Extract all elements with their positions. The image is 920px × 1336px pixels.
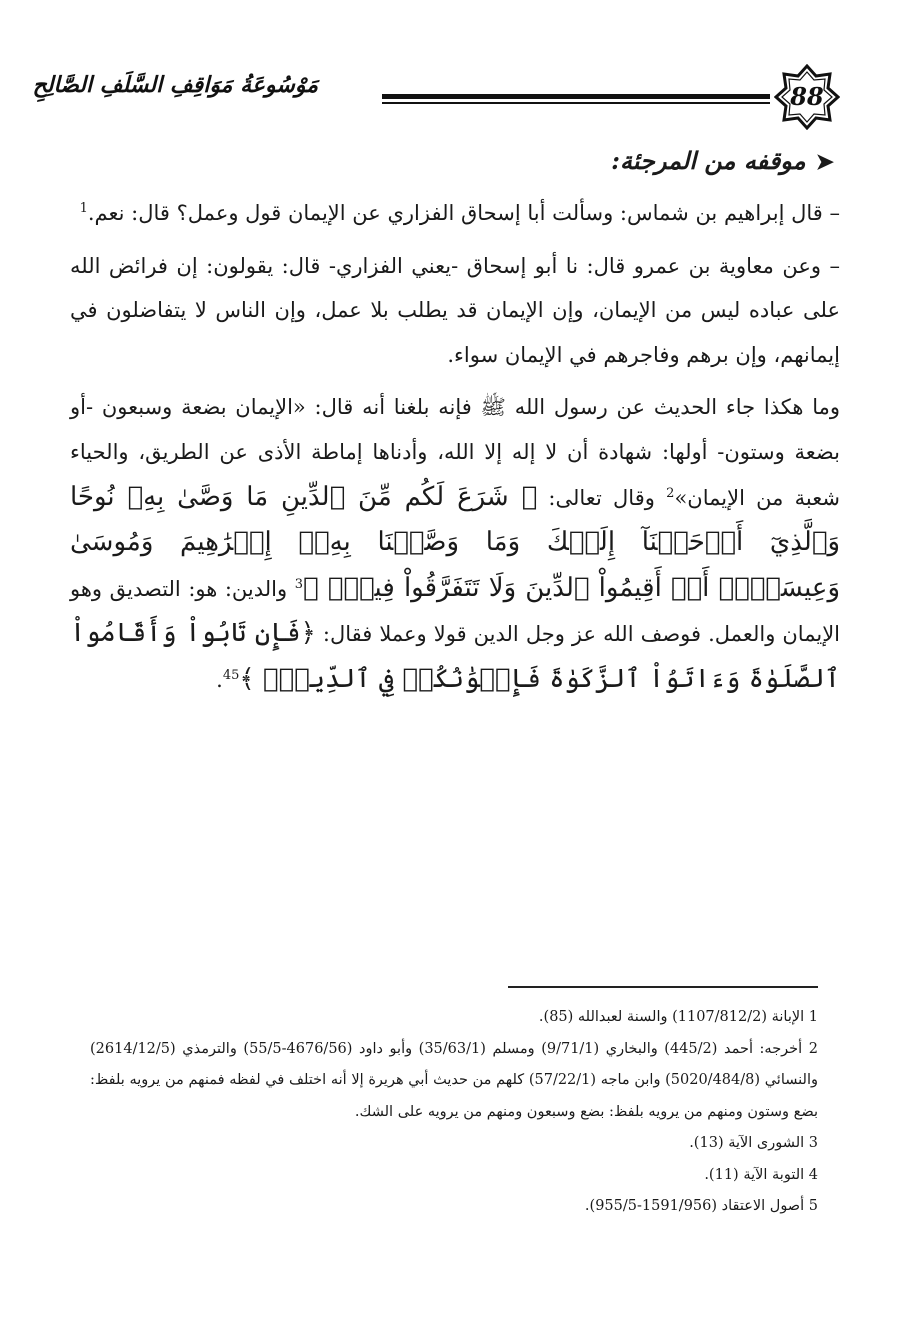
paragraph-2 bbox=[70, 244, 840, 378]
header-rule-thin bbox=[382, 102, 770, 104]
footnote-ref-4: 4 bbox=[222, 667, 232, 683]
paragraph-3-text-a: وما هكذا جاء الحديث عن رسول الله ﷺ فإنه بلغنا أنه قال: «الإيمان بضعة وسبعون -أو بضعة وستون- أولها: شهادة أن لا إله إلا الله، وأدناها إماطة الأذى عن الطريق، والحياء شعبة من الإيمان» bbox=[70, 395, 840, 510]
footnote-number: 1 bbox=[808, 1009, 818, 1025]
section-heading bbox=[70, 146, 834, 177]
footnote-ref-5: 5 bbox=[231, 667, 240, 683]
section-title: موقفه من المرجئة: bbox=[611, 146, 806, 175]
paragraph-3-end: . bbox=[216, 667, 223, 692]
footnote-4 bbox=[90, 1160, 818, 1192]
book-title: مَوْسُوعَةُ مَوَاقِفِ السَّلَفِ الصَّالِحِ bbox=[32, 72, 318, 98]
footnote-text: التوبة الآية (11). bbox=[704, 1166, 805, 1183]
page-number-badge bbox=[774, 64, 840, 130]
footnote-number: 2 bbox=[808, 1040, 818, 1057]
footnote-ref-1: 1 bbox=[79, 201, 88, 216]
quran-verse-tawba: ﴿فَإِن تَابُواْ وَأَقَامُواْ ٱلصَّلَوٰةَ وَءَاتَوُاْ ٱلزَّكَوٰةَ فَإِخۡوَٰنُكُمۡ فِي ٱلدِّينِۗ ﴾ bbox=[70, 618, 840, 694]
footnote-text: أصول الاعتقاد (1591/956-955/5). bbox=[584, 1198, 805, 1214]
footnote-3 bbox=[90, 1128, 818, 1160]
paragraph-3-text-b: وقال تعالى: bbox=[537, 485, 667, 510]
paragraph-1 bbox=[70, 191, 840, 236]
quran-verse-shura: ﴿ شَرَعَ لَكُم مِّنَ ٱلدِّينِ مَا وَصَّىٰ بِهِۦ نُوحًا وَٱلَّذِيٓ أَوۡحَيۡنَآ إِلَيۡكَ وَمَا وَصَّيۡنَا بِهِۦٓ إِبۡرَٰهِيمَ وَمُوسَىٰ وَعِيسَىٰٓۖ أَنۡ أَقِيمُواْ ٱلدِّينَ وَلَا تَتَفَرَّقُواْ فِيهِۚ ﴾ bbox=[70, 481, 841, 603]
footnote-text: الإبانة (1107/812/2) والسنة لعبدالله (85). bbox=[538, 1009, 805, 1025]
footnote-number: 5 bbox=[808, 1198, 818, 1214]
paragraph-3-text-c: والدين: هو: التصديق وهو الإيمان والعمل. فوصف الله عز وجل الدين قولا وعملا فقال: bbox=[70, 576, 841, 647]
footnote-number: 4 bbox=[808, 1166, 818, 1183]
paragraph-3 bbox=[70, 385, 840, 702]
main-text bbox=[70, 146, 840, 703]
paragraph-2-text: – وعن معاوية بن عمرو قال: نا أبو إسحاق -يعني الفزاري- قال: يقولون: إن فرائض الله على عباده ليس من الإيمان، وإن الإيمان قد يطلب بلا عمل، وإن الناس لا يتفاضلون في إيمانهم، وإن برهم وفاجرهم في الإيمان سواء. bbox=[70, 253, 840, 367]
page-header bbox=[32, 64, 840, 128]
header-rule-thick bbox=[382, 94, 770, 99]
footnote-number: 3 bbox=[808, 1135, 818, 1151]
footnote-5 bbox=[90, 1191, 818, 1223]
footnote-text: أخرجه: أحمد (445/2) والبخاري (9/71/1) ومسلم (35/63/1) وأبو داود (4676/56-55/5) والترمذي (2614/12/5) والنسائي (5020/484/8) وابن ماجه (57/22/1) كلهم من حديث أبي هريرة إلا أنه اختلف في لفظه فمنهم من يرويه بلفظ: بضع وستون ومنهم من يرويه بلفظ: بضع وسبعون ومنهم من يرويه على الشك. bbox=[90, 1040, 818, 1120]
footnotes bbox=[90, 1002, 818, 1223]
footnote-ref-3: 3 bbox=[294, 576, 303, 592]
footnote-ref-2: 2 bbox=[666, 485, 675, 501]
footnote-text: الشورى الآية (13). bbox=[689, 1135, 805, 1151]
paragraph-1-text: – قال إبراهيم بن شماس: وسألت أبا إسحاق الفزاري عن الإيمان قول وعمل؟ قال: نعم. bbox=[87, 201, 840, 225]
footnote-separator bbox=[508, 986, 818, 988]
arrow-bullet-icon: ➤ bbox=[815, 149, 834, 175]
page-number: 88 bbox=[790, 82, 824, 111]
footnote-2 bbox=[90, 1034, 818, 1129]
footnote-1 bbox=[90, 1002, 818, 1034]
